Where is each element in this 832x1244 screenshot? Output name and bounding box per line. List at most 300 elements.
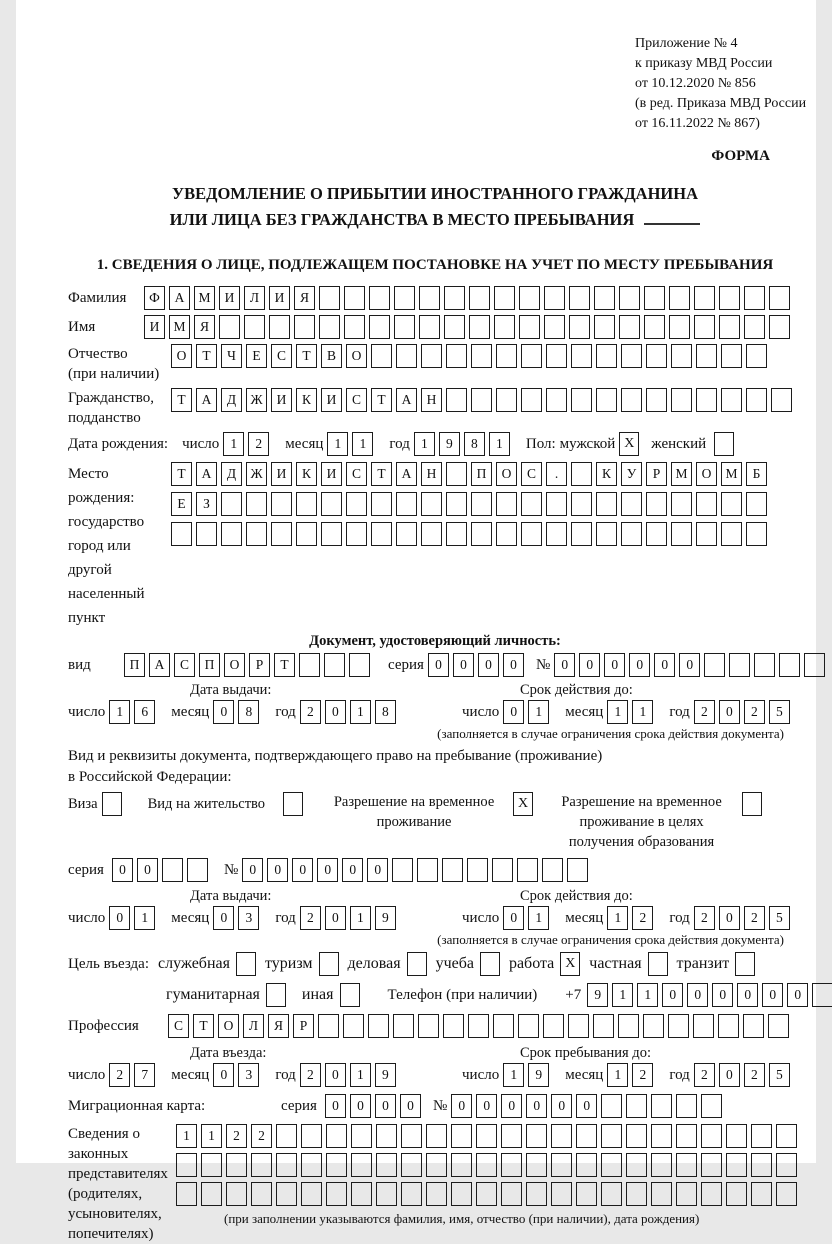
char-cell[interactable]: С [174,653,195,677]
char-cell[interactable] [221,492,242,516]
char-cell[interactable] [596,344,617,368]
char-cell[interactable]: 2 [632,906,653,930]
purpose-other-checkbox[interactable] [340,983,360,1007]
char-cell[interactable]: 0 [267,858,288,882]
char-cell[interactable] [371,344,392,368]
char-cell[interactable] [326,1182,347,1206]
char-cell[interactable]: С [271,344,292,368]
char-cell[interactable] [401,1124,422,1148]
char-cell[interactable]: Л [243,1014,264,1038]
char-cell[interactable]: 9 [439,432,460,456]
char-cell[interactable]: 5 [769,1063,790,1087]
char-cell[interactable]: П [199,653,220,677]
char-cell[interactable]: К [296,462,317,486]
char-cell[interactable] [751,1153,772,1177]
char-cell[interactable]: 0 [629,653,650,677]
char-cell[interactable]: 1 [489,432,510,456]
char-cell[interactable] [451,1182,472,1206]
char-cell[interactable] [471,344,492,368]
char-cell[interactable]: 5 [769,906,790,930]
char-cell[interactable]: 1 [223,432,244,456]
char-cell[interactable] [371,522,392,546]
char-cell[interactable]: О [696,462,717,486]
char-cell[interactable] [693,1014,714,1038]
char-cell[interactable]: 1 [109,700,130,724]
char-cell[interactable] [251,1153,272,1177]
char-cell[interactable]: 1 [350,1063,371,1087]
char-cell[interactable] [571,344,592,368]
purpose-humanitarian-checkbox[interactable] [266,983,286,1007]
char-cell[interactable] [446,462,467,486]
char-cell[interactable] [371,492,392,516]
char-cell[interactable]: 0 [787,983,808,1007]
char-cell[interactable]: Б [746,462,767,486]
char-cell[interactable]: А [396,462,417,486]
char-cell[interactable]: 1 [352,432,373,456]
char-cell[interactable] [244,315,265,339]
char-cell[interactable]: 2 [694,1063,715,1087]
char-cell[interactable] [676,1182,697,1206]
char-cell[interactable] [276,1124,297,1148]
char-cell[interactable]: 0 [453,653,474,677]
char-cell[interactable] [719,286,740,310]
char-cell[interactable]: Т [193,1014,214,1038]
char-cell[interactable] [301,1153,322,1177]
char-cell[interactable] [676,1153,697,1177]
char-cell[interactable]: 1 [612,983,633,1007]
char-cell[interactable]: У [621,462,642,486]
char-cell[interactable]: Я [194,315,215,339]
char-cell[interactable] [226,1182,247,1206]
char-cell[interactable] [746,492,767,516]
char-cell[interactable] [651,1182,672,1206]
char-cell[interactable] [746,522,767,546]
char-cell[interactable] [601,1124,622,1148]
char-cell[interactable] [176,1153,197,1177]
char-cell[interactable] [646,492,667,516]
char-cell[interactable]: 0 [551,1094,572,1118]
char-cell[interactable]: Т [196,344,217,368]
char-cell[interactable] [754,653,775,677]
char-cell[interactable] [369,315,390,339]
purpose-work-checkbox[interactable]: X [560,952,580,976]
char-cell[interactable] [601,1153,622,1177]
char-cell[interactable] [626,1124,647,1148]
char-cell[interactable] [726,1124,747,1148]
char-cell[interactable] [646,388,667,412]
purpose-tourism-checkbox[interactable] [319,952,339,976]
char-cell[interactable] [344,286,365,310]
char-cell[interactable] [394,286,415,310]
char-cell[interactable] [643,1014,664,1038]
char-cell[interactable]: 2 [744,906,765,930]
char-cell[interactable] [446,388,467,412]
char-cell[interactable] [596,522,617,546]
char-cell[interactable]: 0 [719,1063,740,1087]
char-cell[interactable] [601,1182,622,1206]
char-cell[interactable] [396,522,417,546]
char-cell[interactable] [421,522,442,546]
char-cell[interactable]: 0 [400,1094,421,1118]
char-cell[interactable] [671,492,692,516]
char-cell[interactable]: Р [646,462,667,486]
char-cell[interactable] [701,1094,722,1118]
char-cell[interactable] [417,858,438,882]
char-cell[interactable]: 1 [607,700,628,724]
char-cell[interactable]: 1 [350,906,371,930]
char-cell[interactable] [718,1014,739,1038]
char-cell[interactable] [721,492,742,516]
char-cell[interactable] [568,1014,589,1038]
purpose-transit-checkbox[interactable] [735,952,755,976]
char-cell[interactable] [444,315,465,339]
purpose-official-checkbox[interactable] [236,952,256,976]
purpose-study-checkbox[interactable] [480,952,500,976]
char-cell[interactable] [621,344,642,368]
char-cell[interactable]: 0 [242,858,263,882]
char-cell[interactable] [769,315,790,339]
char-cell[interactable] [621,388,642,412]
char-cell[interactable]: 1 [528,700,549,724]
char-cell[interactable]: 0 [478,653,499,677]
char-cell[interactable] [496,522,517,546]
char-cell[interactable]: 0 [213,700,234,724]
char-cell[interactable] [469,315,490,339]
char-cell[interactable]: 0 [662,983,683,1007]
visa-checkbox[interactable] [102,792,122,816]
char-cell[interactable] [493,1014,514,1038]
char-cell[interactable] [496,344,517,368]
char-cell[interactable] [296,522,317,546]
char-cell[interactable] [299,653,320,677]
char-cell[interactable]: 3 [238,906,259,930]
char-cell[interactable] [494,315,515,339]
char-cell[interactable] [671,522,692,546]
char-cell[interactable] [721,388,742,412]
char-cell[interactable]: А [196,462,217,486]
char-cell[interactable]: 0 [325,906,346,930]
char-cell[interactable]: 0 [604,653,625,677]
char-cell[interactable] [494,286,515,310]
char-cell[interactable] [651,1124,672,1148]
char-cell[interactable] [271,492,292,516]
char-cell[interactable]: К [596,462,617,486]
char-cell[interactable] [521,522,542,546]
char-cell[interactable]: А [149,653,170,677]
char-cell[interactable] [669,315,690,339]
char-cell[interactable]: 9 [375,906,396,930]
char-cell[interactable] [729,653,750,677]
char-cell[interactable]: А [396,388,417,412]
char-cell[interactable] [696,522,717,546]
char-cell[interactable] [393,1014,414,1038]
char-cell[interactable] [676,1124,697,1148]
char-cell[interactable] [201,1153,222,1177]
char-cell[interactable]: А [169,286,190,310]
char-cell[interactable]: 0 [292,858,313,882]
char-cell[interactable] [196,522,217,546]
char-cell[interactable] [651,1094,672,1118]
char-cell[interactable]: С [346,462,367,486]
char-cell[interactable]: В [321,344,342,368]
char-cell[interactable] [571,492,592,516]
char-cell[interactable]: 0 [687,983,708,1007]
char-cell[interactable] [187,858,208,882]
char-cell[interactable]: С [168,1014,189,1038]
char-cell[interactable]: 1 [607,906,628,930]
char-cell[interactable]: 6 [134,700,155,724]
char-cell[interactable] [576,1124,597,1148]
char-cell[interactable] [812,983,832,1007]
char-cell[interactable] [443,1014,464,1038]
char-cell[interactable] [294,315,315,339]
char-cell[interactable]: И [321,388,342,412]
char-cell[interactable] [779,653,800,677]
char-cell[interactable]: Я [294,286,315,310]
char-cell[interactable] [276,1182,297,1206]
char-cell[interactable] [296,492,317,516]
char-cell[interactable]: Т [171,388,192,412]
char-cell[interactable]: Ж [246,462,267,486]
char-cell[interactable] [769,286,790,310]
temp-residence-education-checkbox[interactable] [742,792,762,816]
char-cell[interactable] [544,286,565,310]
char-cell[interactable] [271,522,292,546]
char-cell[interactable] [451,1153,472,1177]
char-cell[interactable]: 2 [300,906,321,930]
char-cell[interactable] [321,492,342,516]
char-cell[interactable] [476,1124,497,1148]
char-cell[interactable]: 2 [251,1124,272,1148]
char-cell[interactable] [668,1014,689,1038]
char-cell[interactable]: И [269,286,290,310]
char-cell[interactable]: 1 [503,1063,524,1087]
char-cell[interactable]: О [496,462,517,486]
purpose-business-checkbox[interactable] [407,952,427,976]
char-cell[interactable]: 0 [503,906,524,930]
char-cell[interactable] [344,315,365,339]
char-cell[interactable]: 0 [762,983,783,1007]
char-cell[interactable]: 2 [694,700,715,724]
char-cell[interactable] [376,1182,397,1206]
char-cell[interactable] [521,388,542,412]
char-cell[interactable]: И [144,315,165,339]
char-cell[interactable] [646,522,667,546]
char-cell[interactable] [701,1124,722,1148]
char-cell[interactable] [468,1014,489,1038]
char-cell[interactable] [576,1182,597,1206]
char-cell[interactable]: 1 [350,700,371,724]
char-cell[interactable]: 1 [327,432,348,456]
char-cell[interactable]: 2 [744,700,765,724]
char-cell[interactable]: 2 [694,906,715,930]
char-cell[interactable] [351,1182,372,1206]
char-cell[interactable] [601,1094,622,1118]
char-cell[interactable]: Д [221,388,242,412]
char-cell[interactable]: О [171,344,192,368]
char-cell[interactable] [619,286,640,310]
char-cell[interactable] [421,492,442,516]
char-cell[interactable] [176,1182,197,1206]
char-cell[interactable] [543,1014,564,1038]
char-cell[interactable] [426,1124,447,1148]
char-cell[interactable] [521,344,542,368]
char-cell[interactable]: 1 [632,700,653,724]
char-cell[interactable] [319,286,340,310]
char-cell[interactable]: 8 [238,700,259,724]
char-cell[interactable] [326,1153,347,1177]
char-cell[interactable] [471,492,492,516]
char-cell[interactable] [768,1014,789,1038]
char-cell[interactable]: 0 [576,1094,597,1118]
char-cell[interactable] [446,522,467,546]
char-cell[interactable]: П [471,462,492,486]
char-cell[interactable]: 1 [607,1063,628,1087]
char-cell[interactable] [776,1153,797,1177]
char-cell[interactable] [351,1153,372,1177]
char-cell[interactable] [396,492,417,516]
char-cell[interactable] [517,858,538,882]
char-cell[interactable] [476,1182,497,1206]
char-cell[interactable] [571,462,592,486]
char-cell[interactable] [701,1182,722,1206]
char-cell[interactable] [644,315,665,339]
char-cell[interactable] [476,1153,497,1177]
char-cell[interactable]: 0 [350,1094,371,1118]
char-cell[interactable] [719,315,740,339]
char-cell[interactable]: Р [293,1014,314,1038]
char-cell[interactable]: 2 [632,1063,653,1087]
char-cell[interactable] [401,1182,422,1206]
char-cell[interactable] [219,315,240,339]
char-cell[interactable]: Т [171,462,192,486]
char-cell[interactable] [171,522,192,546]
char-cell[interactable] [469,286,490,310]
char-cell[interactable] [492,858,513,882]
char-cell[interactable] [619,315,640,339]
char-cell[interactable] [496,492,517,516]
char-cell[interactable] [726,1153,747,1177]
char-cell[interactable] [546,388,567,412]
char-cell[interactable]: 0 [375,1094,396,1118]
char-cell[interactable]: Т [274,653,295,677]
char-cell[interactable]: Л [244,286,265,310]
char-cell[interactable] [318,1014,339,1038]
char-cell[interactable]: З [196,492,217,516]
char-cell[interactable] [696,344,717,368]
char-cell[interactable]: Ч [221,344,242,368]
char-cell[interactable] [321,522,342,546]
char-cell[interactable] [744,315,765,339]
char-cell[interactable]: 0 [109,906,130,930]
char-cell[interactable]: 0 [451,1094,472,1118]
char-cell[interactable] [626,1182,647,1206]
char-cell[interactable]: 1 [201,1124,222,1148]
char-cell[interactable]: А [196,388,217,412]
char-cell[interactable]: 0 [712,983,733,1007]
char-cell[interactable]: . [546,462,567,486]
char-cell[interactable] [669,286,690,310]
char-cell[interactable]: Н [421,462,442,486]
char-cell[interactable] [471,388,492,412]
char-cell[interactable] [544,315,565,339]
char-cell[interactable] [542,858,563,882]
temp-residence-checkbox[interactable]: X [513,792,533,816]
char-cell[interactable] [694,315,715,339]
char-cell[interactable]: 5 [769,700,790,724]
char-cell[interactable] [496,388,517,412]
char-cell[interactable]: 1 [528,906,549,930]
char-cell[interactable]: Ф [144,286,165,310]
residence-permit-checkbox[interactable] [283,792,303,816]
char-cell[interactable] [226,1153,247,1177]
char-cell[interactable] [621,522,642,546]
char-cell[interactable]: П [124,653,145,677]
char-cell[interactable] [596,492,617,516]
char-cell[interactable]: 2 [300,700,321,724]
char-cell[interactable]: 2 [744,1063,765,1087]
char-cell[interactable]: И [271,462,292,486]
char-cell[interactable] [446,344,467,368]
char-cell[interactable] [594,315,615,339]
char-cell[interactable]: М [169,315,190,339]
char-cell[interactable] [324,653,345,677]
char-cell[interactable] [467,858,488,882]
char-cell[interactable] [804,653,825,677]
char-cell[interactable] [421,344,442,368]
char-cell[interactable] [721,522,742,546]
char-cell[interactable] [521,492,542,516]
char-cell[interactable]: 0 [325,700,346,724]
char-cell[interactable] [704,653,725,677]
char-cell[interactable] [526,1153,547,1177]
char-cell[interactable] [696,492,717,516]
char-cell[interactable] [301,1124,322,1148]
purpose-private-checkbox[interactable] [648,952,668,976]
char-cell[interactable]: 0 [737,983,758,1007]
char-cell[interactable] [546,492,567,516]
char-cell[interactable] [776,1124,797,1148]
char-cell[interactable] [501,1124,522,1148]
char-cell[interactable]: Н [421,388,442,412]
char-cell[interactable] [419,286,440,310]
char-cell[interactable]: 0 [325,1094,346,1118]
char-cell[interactable]: С [346,388,367,412]
char-cell[interactable] [221,522,242,546]
char-cell[interactable] [519,286,540,310]
char-cell[interactable]: Ж [246,388,267,412]
char-cell[interactable] [751,1124,772,1148]
char-cell[interactable]: 0 [719,906,740,930]
char-cell[interactable]: 0 [719,700,740,724]
char-cell[interactable] [644,286,665,310]
char-cell[interactable]: 9 [587,983,608,1007]
char-cell[interactable] [594,286,615,310]
char-cell[interactable] [751,1182,772,1206]
char-cell[interactable] [746,388,767,412]
char-cell[interactable] [343,1014,364,1038]
char-cell[interactable]: 0 [112,858,133,882]
char-cell[interactable]: Е [246,344,267,368]
char-cell[interactable] [721,344,742,368]
char-cell[interactable]: М [721,462,742,486]
char-cell[interactable] [618,1014,639,1038]
char-cell[interactable]: Р [249,653,270,677]
char-cell[interactable] [162,858,183,882]
char-cell[interactable]: 1 [414,432,435,456]
char-cell[interactable]: О [218,1014,239,1038]
char-cell[interactable] [501,1153,522,1177]
